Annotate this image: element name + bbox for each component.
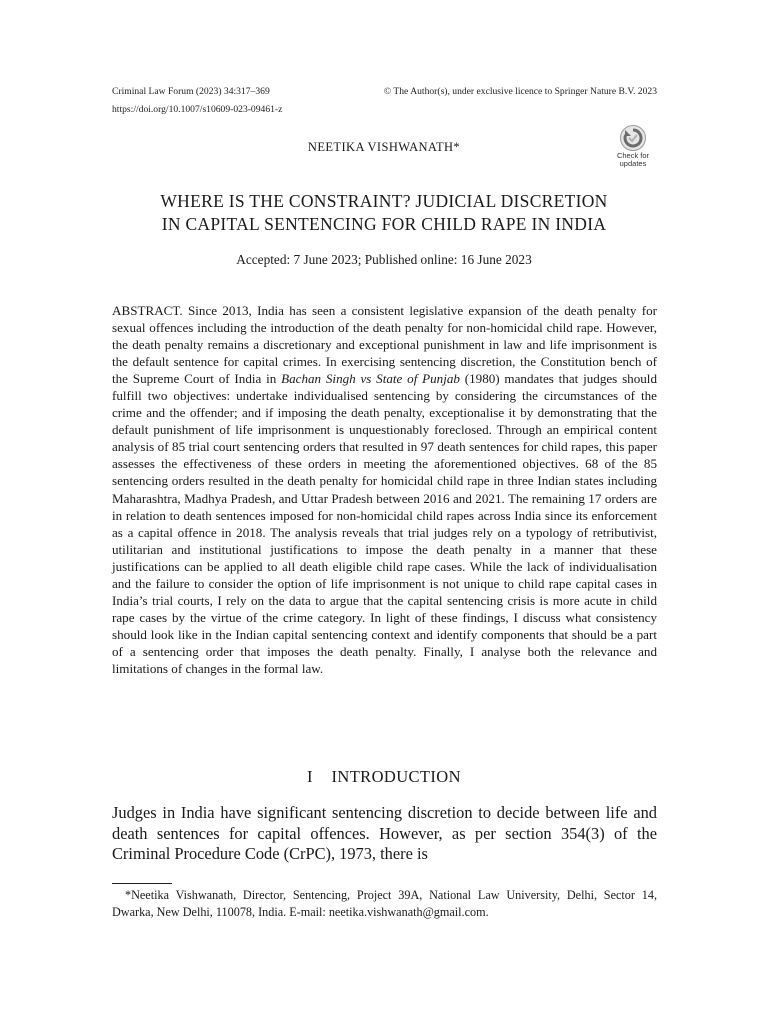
badge-label-line2: updates [619, 158, 647, 168]
running-header [112, 86, 657, 97]
title-line-2: IN CAPITAL SENTENCING FOR CHILD RAPE IN INDIA [161, 214, 607, 234]
author-name: NEETIKA VISHWANATH* [307, 140, 461, 154]
abstract [112, 302, 657, 677]
author-footnote: *Neetika Vishwanath, Director, Sentencing, Project 39A, National Law University, Delhi, Sector 14, Dwarka, New Delhi, 110078, India. E-mail: neetika.vishwanath@gmail.com. [112, 888, 657, 919]
check-for-updates-badge[interactable] [608, 124, 658, 172]
article-title [0, 190, 768, 236]
copyright-notice: © The Author(s), under exclusive licence to Springer Nature B.V. 2023 [383, 86, 657, 97]
check-for-updates-icon [619, 124, 647, 152]
journal-citation: Criminal Law Forum (2023) 34:317–369 [112, 86, 270, 97]
footnote-separator [112, 883, 172, 884]
introduction-paragraph: Judges in India have significant sentencing discretion to decide between life and death sentences for capital offences. However, as per section 354(3) of the Criminal Procedure Code (CrPC), 1973, there is [112, 803, 657, 864]
case-name: Bachan Singh vs State of Punjab [281, 371, 460, 387]
abstract-text-part-1: ABSTRACT. Since 2013, India has seen a consistent legislative expansion of the death penalty for sexual offences including the introduction of the death penalty for non-homicidal child rape. However, the death penalty remains a discretionary and exceptional punishment in law and life imprisonment is the default sentence for capital crimes. In exercising sentencing discretion, the Constitution bench of the Supreme Court of India in [112, 303, 657, 387]
badge-label-line1: Check for [616, 151, 650, 160]
publication-dates: Accepted: 7 June 2023; Published online: 16 June 2023 [236, 252, 532, 267]
section-title: INTRODUCTION [331, 767, 461, 786]
abstract-text-part-2: (1980) mandates that judges should fulfill two objectives: undertake individualised sentencing by considering the circumstances of the crime and the offender; and if imposing the death penalty, exceptionalise it by demonstrating that the default punishment of life imprisonment is unquestionably foreclosed. Through an empirical content analysis of 85 trial court sentencing orders that resulted in 97 death sentences for child rapes, this paper assesses the effectiveness of these orders in meeting the aforementioned objectives. 68 of the 85 sentencing orders resulted in the death penalty for homicidal child rape in three Indian states including Maharashtra, Madhya Pradesh, and Uttar Pradesh between 2016 and 2021. The remaining 17 orders are in relation to death sentences imposed for non-homicidal child rapes across India since its enforcement as a capital offence in 2018. The analysis reveals that trial judges rely on a typology of retributivist, utilitarian and institutional justifications to impose the death penalty in a manner that these justifications can be applied to all death eligible child rape cases. While the lack of individualisation and the failure to consider the option of life imprisonment is not unique to child rape capital cases in India’s trial courts, I rely on the data to argue that the capital sentencing crisis is more acute in child rape cases by the virtue of the crime category. In light of these findings, I discuss what consistency should look like in the Indian capital sentencing context and identify components that should be a part of a sentencing order that imposes the death penalty. Finally, I analyse both the relevance and limitations of changes in the formal law. [112, 371, 657, 676]
title-line-1: WHERE IS THE CONSTRAINT? JUDICIAL DISCRETION [160, 191, 608, 211]
section-heading [0, 767, 768, 787]
section-number: I [307, 767, 313, 786]
doi-link[interactable]: https://doi.org/10.1007/s10609-023-09461-z [112, 104, 283, 115]
